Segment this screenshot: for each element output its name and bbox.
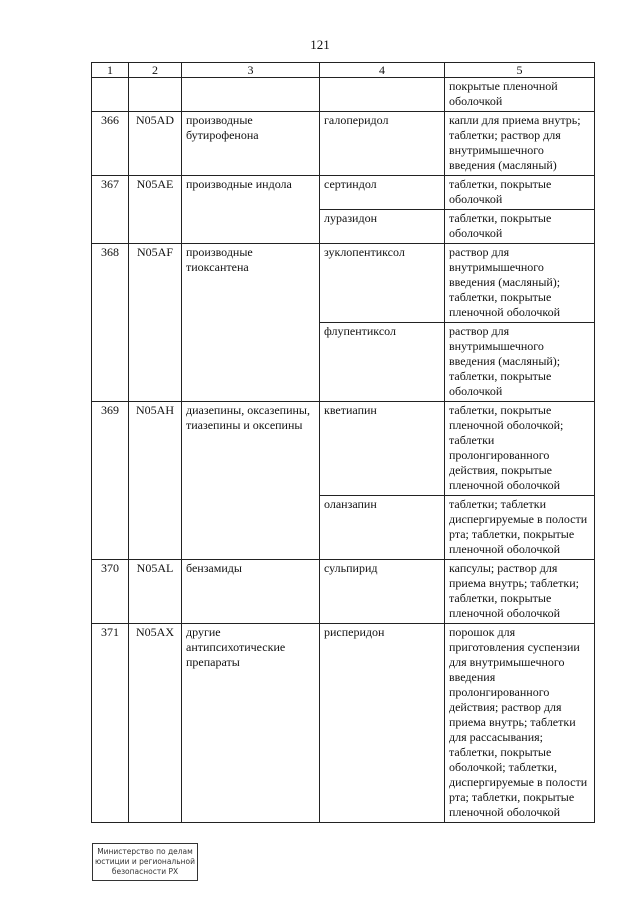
row-number: 370: [92, 560, 129, 624]
empty-cell: [320, 78, 445, 112]
page-number: 121: [310, 37, 330, 52]
atc-code: N05AX: [129, 624, 182, 823]
row-number: 369: [92, 402, 129, 560]
column-header-4: 4: [320, 63, 445, 78]
table-row: [92, 244, 595, 323]
row-number: 367: [92, 176, 129, 244]
row-number: 368: [92, 244, 129, 402]
row-number: 371: [92, 624, 129, 823]
registration-stamp: [92, 843, 198, 881]
header-row: [92, 63, 595, 78]
atc-group: производные бутирофенона: [182, 112, 320, 176]
table-row: [92, 560, 595, 624]
empty-cell: [92, 78, 129, 112]
table-row: [92, 112, 595, 176]
column-header-1: 1: [92, 63, 129, 78]
stamp-line: Министерство по делам: [97, 847, 193, 856]
column-header-2: 2: [129, 63, 182, 78]
atc-code: N05AL: [129, 560, 182, 624]
empty-cell: [182, 78, 320, 112]
atc-group: бензамиды: [182, 560, 320, 624]
column-header-3: 3: [182, 63, 320, 78]
dosage-form-cell: покрытые пленочной оболочкой: [445, 78, 595, 112]
drug-table: [91, 62, 595, 823]
drug-name: луразидон: [320, 210, 445, 244]
atc-code: N05AD: [129, 112, 182, 176]
table-row: [92, 624, 595, 823]
atc-group: другие антипсихотические препараты: [182, 624, 320, 823]
dosage-form-cell: капсулы; раствор для приема внутрь; таблетки; таблетки, покрытые пленочной оболочкой: [445, 560, 595, 624]
table-row: [92, 402, 595, 496]
atc-code: N05AF: [129, 244, 182, 402]
dosage-form-cell: таблетки; таблетки диспергируемые в полости рта; таблетки, покрытые пленочной оболочкой: [445, 496, 595, 560]
stamp-line: юстиции и региональной: [94, 857, 196, 866]
dosage-form-cell: капли для приема внутрь; таблетки; раствор для внутримышечного введения (масляный): [445, 112, 595, 176]
atc-group: производные индола: [182, 176, 320, 244]
atc-code: N05AE: [129, 176, 182, 244]
dosage-form-cell: раствор для внутримышечного введения (масляный); таблетки, покрытые оболочкой: [445, 323, 595, 402]
atc-code: N05AH: [129, 402, 182, 560]
continuation-row: [92, 78, 595, 112]
column-header-5: 5: [445, 63, 595, 78]
dosage-form-cell: таблетки, покрытые оболочкой: [445, 176, 595, 210]
drug-name: рисперидон: [320, 624, 445, 823]
dosage-form-cell: раствор для внутримышечного введения (масляный); таблетки, покрытые пленочной оболочкой: [445, 244, 595, 323]
atc-group: производные тиоксантена: [182, 244, 320, 402]
drug-name: галоперидол: [320, 112, 445, 176]
drug-name: оланзапин: [320, 496, 445, 560]
dosage-form-cell: порошок для приготовления суспензии для внутримышечного введения пролонгированного действия; раствор для приема внутрь; таблетки для рассасывания; таблетки, покрытые оболочкой; таблетки, диспергируемые в полости рта; таблетки, покрытые пленочной оболочкой: [445, 624, 595, 823]
stamp-line: безопасности РХ: [111, 867, 179, 876]
dosage-form-cell: таблетки, покрытые пленочной оболочкой; таблетки пролонгированного действия, покрытые пленочной оболочкой: [445, 402, 595, 496]
atc-group: диазепины, оксазепины, тиазепины и оксепины: [182, 402, 320, 560]
row-number: 366: [92, 112, 129, 176]
drug-name: зуклопентиксол: [320, 244, 445, 323]
drug-name: флупентиксол: [320, 323, 445, 402]
dosage-form-cell: таблетки, покрытые оболочкой: [445, 210, 595, 244]
drug-name: сульпирид: [320, 560, 445, 624]
drug-name: сертиндол: [320, 176, 445, 210]
empty-cell: [129, 78, 182, 112]
drug-name: кветиапин: [320, 402, 445, 496]
table-row: [92, 176, 595, 210]
